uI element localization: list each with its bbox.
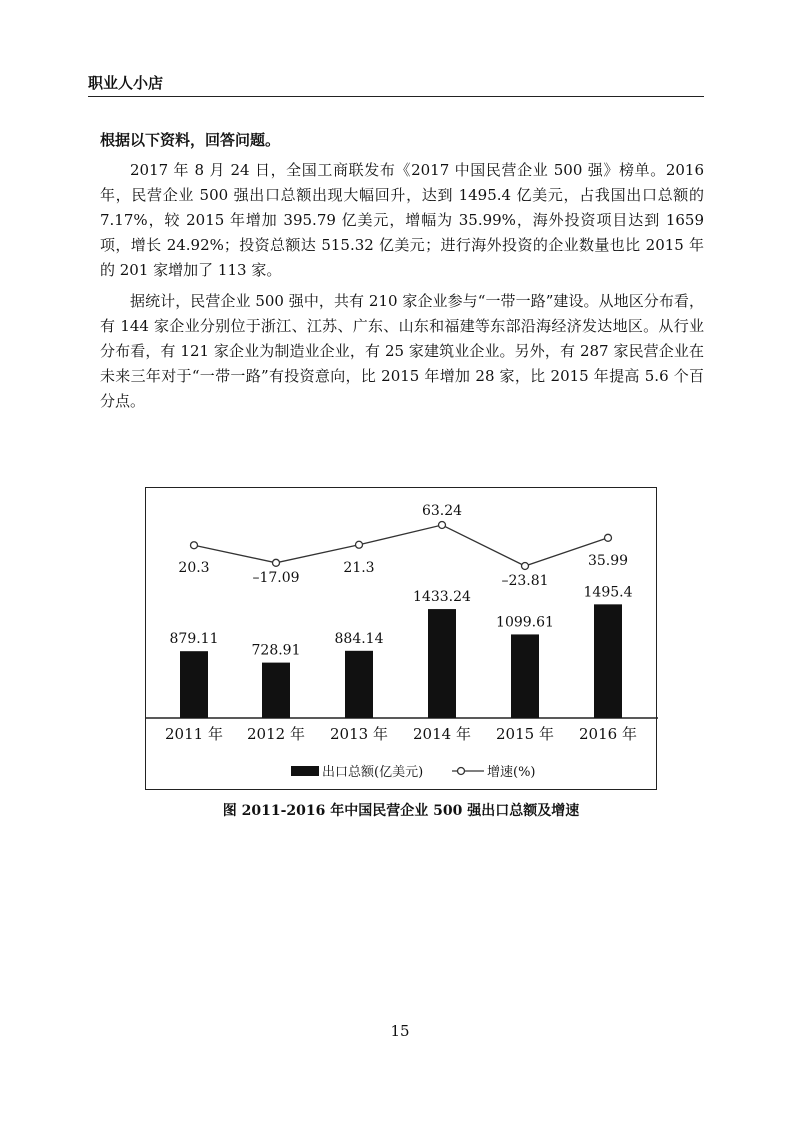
growth-value-label-4: 63.24	[421, 503, 463, 519]
bar-4	[428, 609, 456, 718]
x-tick-label-5: 2015 年	[496, 725, 554, 743]
bar-3	[345, 651, 373, 718]
x-tick-label-1: 2011 年	[165, 725, 223, 743]
x-tick-label-6: 2016 年	[579, 725, 637, 743]
x-tick-label-3: 2013 年	[330, 725, 388, 743]
page-number: 15	[390, 1022, 410, 1040]
question-title: 根据以下资料，回答问题。	[100, 131, 281, 149]
body-text	[100, 128, 704, 420]
growth-point-4	[439, 522, 446, 529]
growth-point-6	[605, 534, 612, 541]
growth-value-label-5: –23.81	[501, 573, 549, 589]
legend-line-marker	[458, 768, 465, 775]
bar-value-label-5: 1099.61	[496, 614, 554, 631]
chart-container	[145, 487, 657, 790]
growth-value-label-2: –17.09	[252, 569, 300, 586]
growth-value-label-6: 35.99	[587, 552, 629, 569]
paragraph-2: 据统计，民营企业 500 强中，共有 210 家企业参与“一带一路”建设。从地区分布看，有 144 家企业分别位于浙江、江苏、广东、山东和福建等东部沿海经济发达地区。从行业分布看，有 121 家企业为制造业企业，有 25 家建筑业企业。另外，有 287 家民营企业在未来三年对于“一带一路”有投资意向，比 2015 年增加 28 家，比 2015 年提高 5.6 个百分点。	[100, 292, 704, 410]
legend-bar-label: 出口总额(亿美元)	[322, 765, 424, 780]
header-title: 职业人小店	[88, 74, 164, 92]
growth-point-5	[522, 563, 529, 570]
x-tick-label-2: 2012 年	[247, 725, 305, 743]
bar-6	[594, 604, 622, 718]
bar-value-label-1: 879.11	[169, 631, 219, 648]
bar-2	[262, 663, 290, 718]
legend-line-label: 增速(%)	[487, 765, 536, 780]
bar-value-label-2: 728.91	[251, 642, 301, 659]
growth-point-3	[356, 541, 363, 548]
x-tick-label-4: 2014 年	[413, 725, 471, 743]
bar-1	[180, 651, 208, 718]
growth-line	[194, 525, 608, 566]
legend-bar-swatch	[291, 766, 319, 776]
chart-caption: 图 2011-2016 年中国民营企业 500 强出口总额及增速	[222, 803, 580, 819]
growth-value-label-1: 20.3	[178, 560, 210, 577]
bar-5	[511, 634, 539, 718]
chart-svg	[146, 488, 658, 791]
growth-point-2	[273, 559, 280, 566]
page-header	[88, 68, 704, 97]
growth-point-1	[191, 542, 198, 549]
paragraph-1: 2017 年 8 月 24 日，全国工商联发布《2017 中国民营企业 500 强》榜单。2016 年，民营企业 500 强出口总额出现大幅回升，达到 1495.4 亿美元，占我国出口总额的 7.17%，较 2015 年增加 395.79 亿美元，增幅为 35.99%，海外投资项目达到 1659 项，增长 24.92%；投资总额达 515.32 亿美元；进行海外投资的企业数量也比 2015 年的 201 家增加了 113 家。	[100, 161, 704, 279]
bar-value-label-6: 1495.4	[583, 584, 633, 601]
bar-value-label-3: 884.14	[334, 630, 384, 647]
growth-value-label-3: 21.3	[343, 559, 375, 576]
bar-value-label-4: 1433.24	[413, 589, 471, 606]
